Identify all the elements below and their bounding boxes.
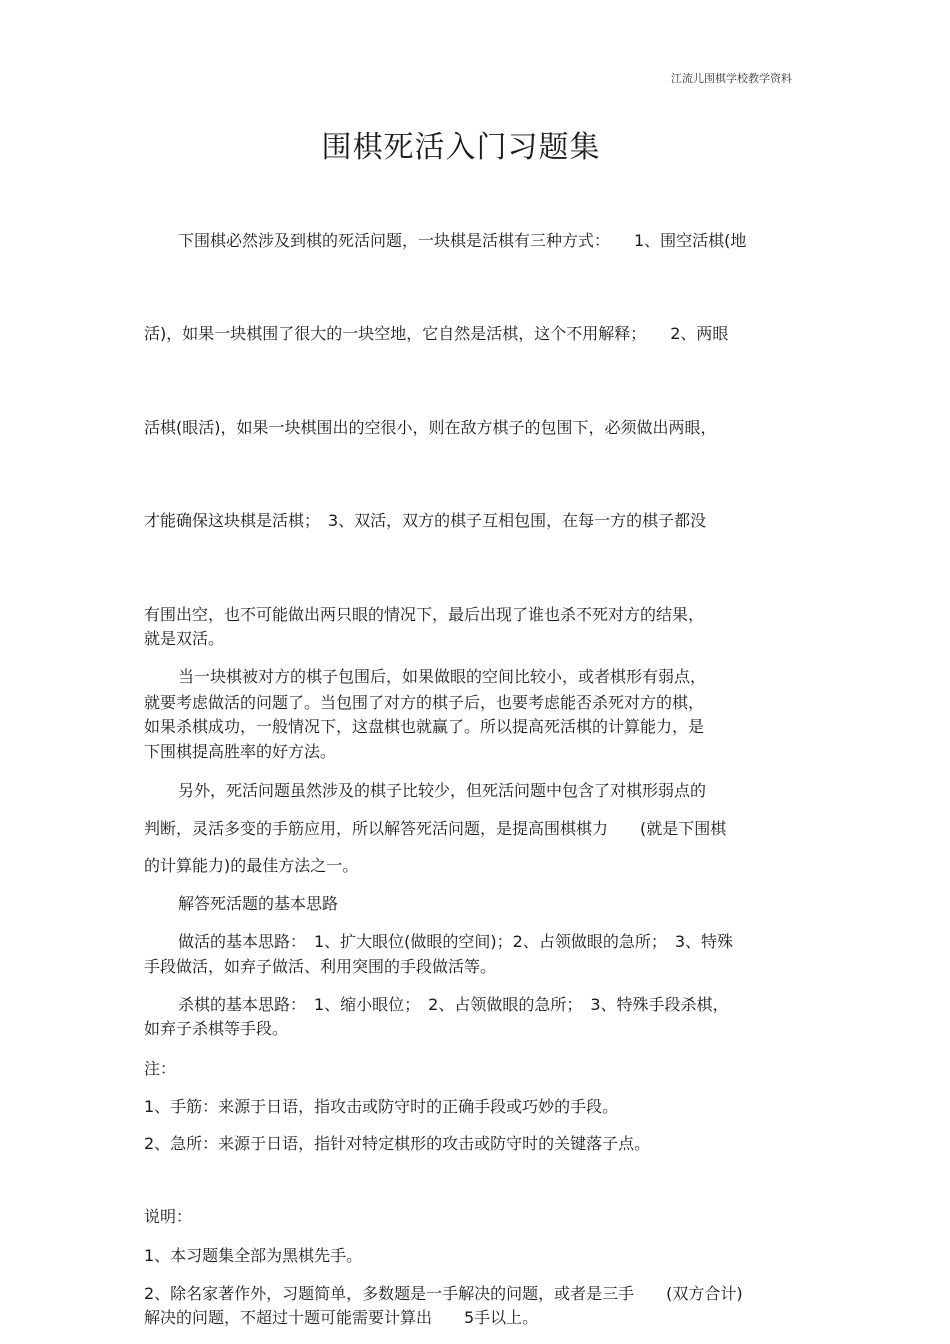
explanation-item: 1、本习题集全部为黑棋先手。 bbox=[144, 1246, 363, 1265]
text-line: 当一块棋被对方的棋子包围后，如果做眼的空间比较小，或者棋形有弱点， bbox=[178, 667, 707, 686]
text-line: 做活的基本思路： 1、扩大眼位(做眼的空间)；2、占领做眼的急所； 3、特殊 bbox=[178, 932, 734, 951]
text-line: 下围棋必然涉及到棋的死活问题，一块棋是活棋有三种方式： 1、围空活棋(地 bbox=[178, 231, 747, 250]
note-label: 注： bbox=[144, 1059, 177, 1078]
text-line: 杀棋的基本思路： 1、缩小眼位； 2、占领做眼的急所； 3、特殊手段杀棋， bbox=[178, 995, 729, 1014]
text-line: 活)，如果一块棋围了很大的一块空地，它自然是活棋，这个不用解释； 2、两眼 bbox=[144, 324, 729, 343]
text-line: 活棋(眼活)，如果一块棋围出的空很小，则在敌方棋子的包围下，必须做出两眼， bbox=[144, 418, 717, 437]
explanation-label: 说明： bbox=[144, 1207, 193, 1226]
document-title: 围棋死活入门习题集 bbox=[321, 130, 601, 165]
text-line: 有围出空，也不可能做出两只眼的情况下，最后出现了谁也杀不死对方的结果， bbox=[144, 605, 705, 624]
text-line: 才能确保这块棋是活棋； 3、双活，双方的棋子互相包围，在每一方的棋子都没 bbox=[144, 511, 707, 530]
text-line: 就是双活。 bbox=[144, 629, 225, 648]
explanation-item: 解决的问题，不超过十题可能需要计算出 5手以上。 bbox=[144, 1308, 539, 1327]
note-item: 2、急所：来源于日语，指针对特定棋形的攻击或防守时的关键落子点。 bbox=[144, 1134, 651, 1153]
section-heading: 解答死活题的基本思路 bbox=[178, 894, 339, 913]
text-line: 下围棋提高胜率的好方法。 bbox=[144, 742, 337, 761]
text-line: 手段做活，如弃子做活、利用突围的手段做活等。 bbox=[144, 957, 497, 976]
text-line: 另外，死活问题虽然涉及的棋子比较少，但死活问题中包含了对棋形弱点的 bbox=[178, 781, 707, 800]
note-item: 1、手筋：来源于日语，指攻击或防守时的正确手段或巧妙的手段。 bbox=[144, 1097, 619, 1116]
text-line: 判断，灵活多变的手筋应用，所以解答死活问题，是提高围棋棋力 (就是下围棋 bbox=[144, 819, 727, 838]
text-line: 如果杀棋成功，一般情况下，这盘棋也就赢了。所以提高死活棋的计算能力，是 bbox=[144, 717, 705, 736]
header-note: 江流儿围棋学校教学资料 bbox=[671, 72, 792, 85]
text-line: 就要考虑做活的问题了。当包围了对方的棋子后，也要考虑能否杀死对方的棋， bbox=[144, 693, 705, 712]
text-line: 如弃子杀棋等手段。 bbox=[144, 1019, 289, 1038]
text-line: 的计算能力)的最佳方法之一。 bbox=[144, 856, 359, 875]
explanation-item: 2、除名家著作外，习题简单，多数题是一手解决的问题，或者是三手 (双方合计) bbox=[144, 1284, 743, 1303]
